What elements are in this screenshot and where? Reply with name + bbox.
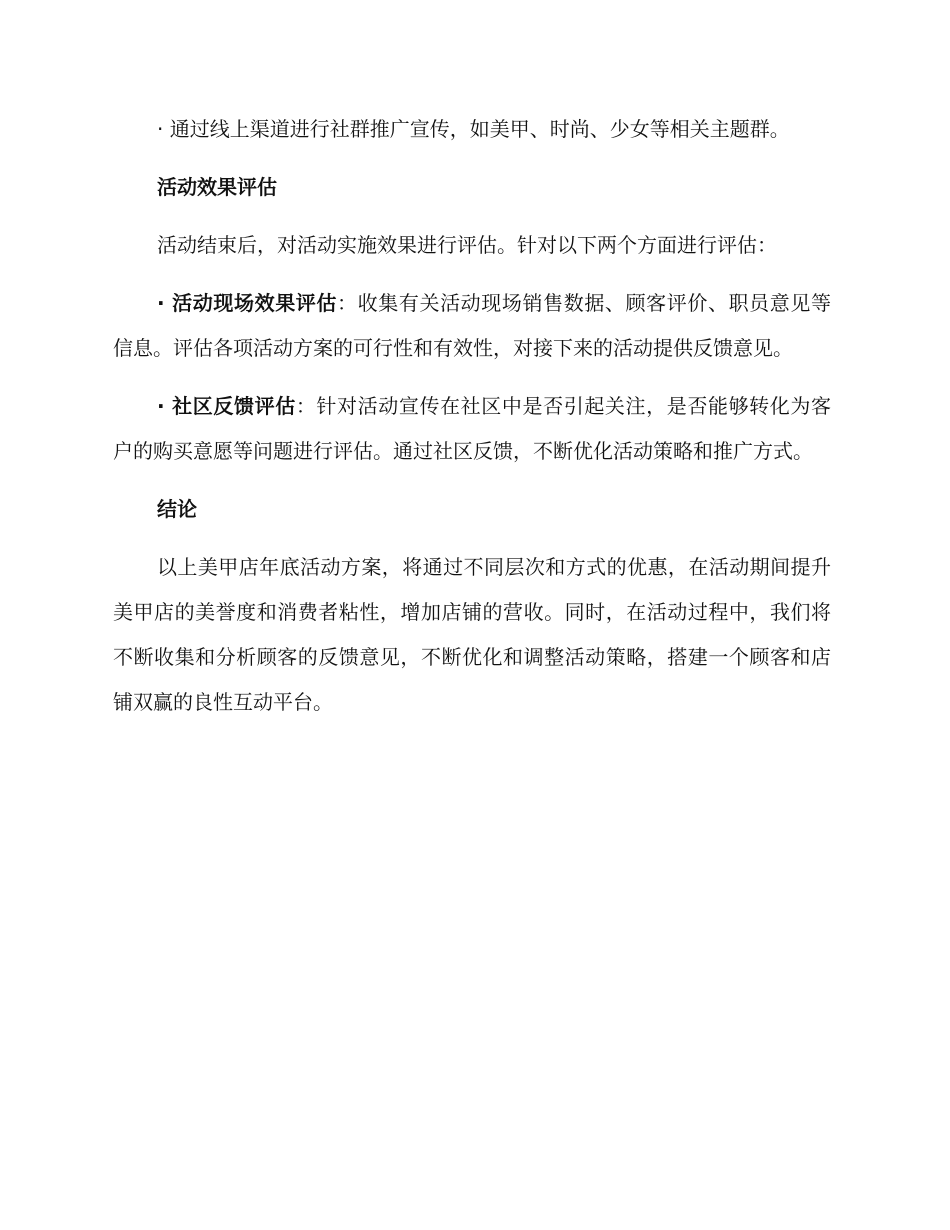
paragraph-conclusion: 以上美甲店年底活动方案，将通过不同层次和方式的优惠，在活动期间提升美甲店的美誉度和消费者粘性，增加店铺的营收。同时，在活动过程中，我们将不断收集和分析顾客的反馈意见，不断优化和调整活动策略，搭建一个顾客和店铺双赢的良性互动平台。 [113, 555, 831, 714]
paragraph-evaluation-intro: 活动结束后，对活动实施效果进行评估。针对以下两个方面进行评估： [157, 233, 777, 257]
bullet-online-promotion [113, 107, 831, 152]
bullet-community-feedback [113, 384, 831, 474]
bullet-community-feedback-text: ：针对活动宣传在社区中是否引起关注，是否能够转化为客户的购买意愿等问题进行评估。通过社区反馈，不断优化活动策略和推广方式。 [113, 394, 831, 463]
document-page [113, 107, 831, 725]
bullet-community-feedback-label: · 社区反馈评估 [157, 394, 296, 418]
section-heading-evaluation: 活动效果评估 [157, 175, 277, 199]
bullet-onsite-evaluation [113, 281, 831, 371]
section-heading-conclusion: 结论 [157, 497, 197, 521]
bullet-onsite-evaluation-text: ：收集有关活动现场销售数据、顾客评价、职员意见等信息。评估各项活动方案的可行性和有效性，对接下来的活动提供反馈意见。 [113, 291, 832, 360]
bullet-online-promotion-text: · 通过线上渠道进行社群推广宣传，如美甲、时尚、少女等相关主题群。 [157, 117, 790, 141]
bullet-onsite-evaluation-label: · 活动现场效果评估 [157, 291, 338, 315]
